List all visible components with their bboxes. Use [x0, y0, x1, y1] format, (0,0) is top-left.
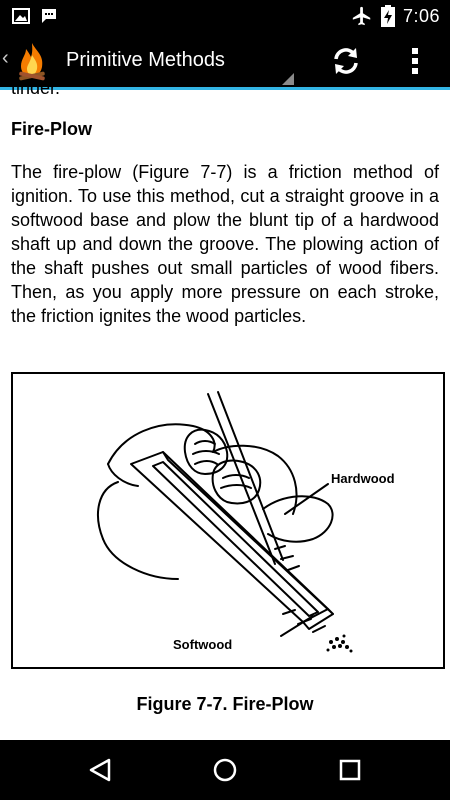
clock-time: 7:06 [402, 5, 440, 26]
battery-charging-icon [381, 5, 395, 27]
figure-illustration [11, 372, 445, 669]
figure-caption: Figure 7-7. Fire-Plow [136, 694, 314, 714]
status-bar [0, 0, 450, 33]
fire-plow-drawing [13, 374, 443, 667]
dropdown-indicator-icon[interactable] [282, 73, 294, 85]
article-content[interactable] [0, 78, 450, 740]
refresh-icon[interactable] [330, 45, 362, 77]
message-notification-icon [40, 7, 58, 25]
image-notification-icon [12, 7, 30, 25]
softwood-label: Softwood [173, 637, 233, 652]
overflow-menu-icon[interactable] [405, 45, 425, 77]
navigation-bar [0, 740, 450, 800]
hardwood-label: Hardwood [331, 471, 395, 486]
action-bar [0, 33, 450, 90]
campfire-app-icon[interactable] [14, 41, 50, 81]
body-paragraph: The fire-plow (Figure 7-7) is a friction method of ignition. To use this method, cut a straight groove in a softwood base and plow the blunt tip of a hardwood shaft up and down the groove. The plowing action of the shaft pushes out small particles of wood fibers. Then, as you apply more pressure on each stroke, the friction ignites the wood particles. [11, 162, 439, 326]
airplane-mode-icon [351, 5, 373, 27]
home-icon[interactable] [210, 755, 240, 785]
back-icon[interactable] [85, 755, 115, 785]
up-caret-icon[interactable]: ‹ [2, 47, 9, 69]
page-title[interactable]: Primitive Methods [66, 49, 225, 71]
section-heading: Fire-Plow [11, 119, 93, 139]
recents-icon[interactable] [335, 755, 365, 785]
cut-off-text: tinder. [11, 78, 61, 98]
